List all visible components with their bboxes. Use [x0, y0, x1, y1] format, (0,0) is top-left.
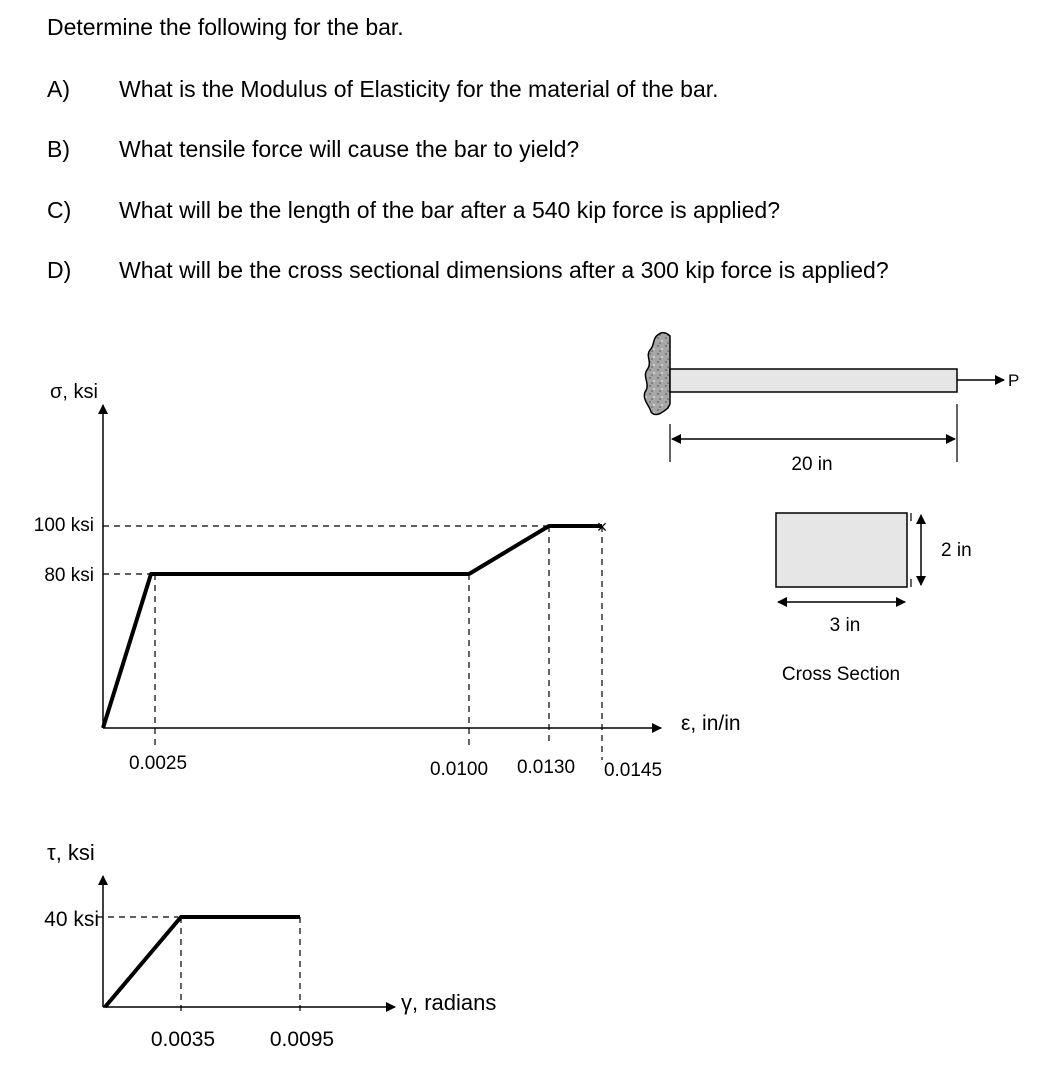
- sigma-axis-label: σ, ksi: [50, 381, 98, 403]
- length-label: 20 in: [791, 454, 833, 475]
- question-a-text: What is the Modulus of Elasticity for the material of the bar.: [119, 76, 719, 102]
- y-tick-label-100ksi: 100 ksi: [33, 515, 94, 536]
- question-d-letter: D): [47, 257, 72, 283]
- question-b-text: What tensile force will cause the bar to yield?: [119, 136, 580, 162]
- cross-section-diagram: [776, 513, 972, 685]
- question-c-letter: C): [47, 197, 72, 223]
- cross-section-rect: [776, 513, 907, 587]
- stress-strain-chart: [34, 381, 741, 781]
- bar-diagram: [644, 333, 1019, 475]
- bar-body: [670, 369, 957, 392]
- x-tick-label-0.0145: 0.0145: [603, 760, 663, 781]
- y-tick-label-40ksi: 40 ksi: [44, 908, 99, 931]
- tau-axis-label: τ, ksi: [47, 840, 95, 865]
- shear-strain-curve: [105, 917, 300, 1007]
- y-tick-label-80ksi: 80 ksi: [44, 565, 94, 586]
- x-tick-label-0.0100: 0.0100: [429, 759, 489, 780]
- question-b-letter: B): [47, 136, 70, 162]
- question-a-letter: A): [47, 76, 70, 102]
- x-tick-label-0.0025: 0.0025: [128, 753, 188, 774]
- fixed-wall-support: [644, 333, 670, 415]
- force-label: P: [1008, 371, 1020, 390]
- gamma-axis-label: γ, radians: [401, 990, 497, 1015]
- stress-strain-curve: [103, 526, 602, 728]
- fracture-marker: ×: [596, 517, 608, 537]
- epsilon-axis-label: ε, in/in: [681, 712, 741, 735]
- question-d-text: What will be the cross sectional dimensions after a 300 kip force is applied?: [119, 257, 889, 283]
- x-tick-label-0.0035: 0.0035: [150, 1028, 216, 1051]
- x-tick-label-0.0095: 0.0095: [269, 1028, 335, 1051]
- problem-title: Determine the following for the bar.: [47, 14, 404, 40]
- question-c-text: What will be the length of the bar after a 540 kip force is applied?: [119, 197, 781, 223]
- height-label: 2 in: [941, 540, 972, 561]
- shear-strain-chart: [44, 840, 496, 1051]
- x-tick-label-0.0130: 0.0130: [516, 757, 576, 778]
- width-label: 3 in: [829, 615, 861, 636]
- cross-section-caption: Cross Section: [781, 664, 901, 685]
